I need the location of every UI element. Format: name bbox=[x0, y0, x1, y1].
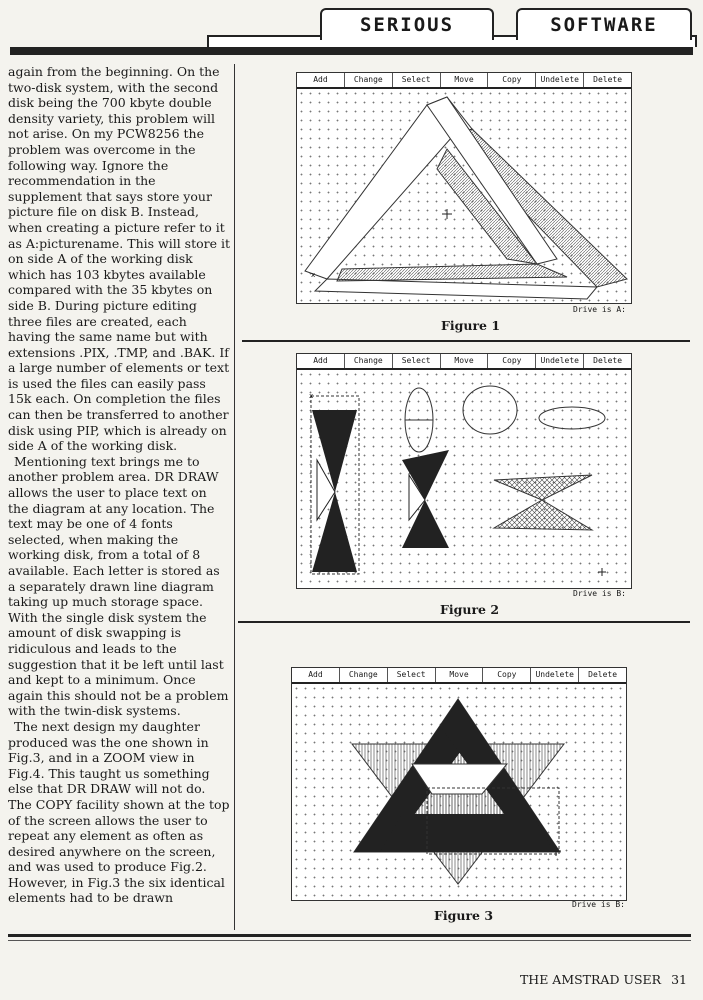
figure-1-caption: Figure 1 bbox=[441, 318, 501, 333]
menu-add: Add bbox=[297, 354, 345, 368]
paragraph-1: again from the beginning. On the two-disk system, with the second disk being the 700 kbyte double density variety, this problem will not arise. On my PCW8256 the problem was overcome in the following way. Ignore the recommendation in the supplement that says store your picture file on disk B. Instead, when creating a picture refer to it as A:picturename. This will store it on side A of the working disk which has 103 kbytes available compared with the 35 kbytes on side B. During picture editing three files are created, each having the same name but with extensions .PIX, .TMP, and .BAK. If a large number of elements or text is used the files can easily pass 15k each. On completion the files can then be transferred to another disk using PIP, which is already on side A of the working disk. bbox=[8, 64, 230, 454]
menu-move: Move bbox=[441, 354, 489, 368]
menu-select: Select bbox=[393, 354, 441, 368]
figure-1-rule bbox=[242, 340, 690, 342]
figure-2 bbox=[296, 353, 632, 599]
menu-select: Select bbox=[388, 668, 436, 682]
figure-3-drive-label: Drive is B: bbox=[572, 900, 625, 909]
menu-move: Move bbox=[436, 668, 484, 682]
menu-delete: Delete bbox=[593, 75, 623, 84]
menu-delete: Delete bbox=[593, 356, 623, 365]
menu-delete: Delete bbox=[588, 670, 618, 679]
page-footer bbox=[520, 972, 687, 987]
figure-2-drive-label: Drive is B: bbox=[573, 589, 626, 598]
menu-select: Select bbox=[393, 73, 441, 87]
figure-2-screen bbox=[296, 353, 632, 589]
paragraph-3: The next design my daughter produced was the one shown in Fig.3, and in a ZOOM view in Fig.4. This taught us something else that DR DRAW will not do. The COPY facility shown at the top of the screen allows the user to repeat any element as often as desired anywhere on the screen, and was used to produce Fig.2. However, in Fig.3 the six identical elements had to be drawn bbox=[8, 718, 230, 906]
figure-2-rule bbox=[238, 621, 690, 623]
article-text-column bbox=[8, 64, 230, 906]
menu-change: Change bbox=[345, 354, 393, 368]
figure-2-canvas bbox=[297, 370, 631, 588]
impossible-triangle-drawing bbox=[297, 89, 631, 303]
footer-rule bbox=[8, 934, 691, 937]
figure-1-drive-label: Drive is A: bbox=[573, 305, 626, 314]
svg-text:x: x bbox=[309, 392, 314, 400]
publication-name: THE AMSTRAD USER bbox=[519, 972, 662, 987]
figure-2-menubar bbox=[297, 354, 631, 370]
footer-rule-thin bbox=[8, 940, 691, 941]
menu-undelete: Undelete bbox=[531, 668, 579, 682]
menu-change: Change bbox=[340, 668, 388, 682]
figure-1-canvas bbox=[297, 89, 631, 303]
figure-1-screen bbox=[296, 72, 632, 304]
menu-copy: Copy bbox=[488, 354, 536, 368]
figure-3 bbox=[291, 667, 631, 911]
menu-undelete: Undelete bbox=[536, 354, 584, 368]
header-rule bbox=[10, 47, 693, 55]
header-tab-serious: SERIOUS bbox=[320, 8, 494, 40]
figure-2-caption: Figure 2 bbox=[440, 602, 500, 617]
figure-3-caption: Figure 3 bbox=[434, 908, 494, 923]
column-divider bbox=[234, 64, 235, 930]
shapes-drawing bbox=[297, 370, 631, 588]
menu-move: Move bbox=[441, 73, 489, 87]
menu-change: Change bbox=[345, 73, 393, 87]
figure-3-screen bbox=[291, 667, 627, 901]
header-tab-software: SOFTWARE bbox=[516, 8, 692, 40]
figure-1 bbox=[296, 72, 632, 316]
figure-3-menubar bbox=[292, 668, 626, 684]
page-number: 31 bbox=[671, 972, 687, 987]
svg-text:x: x bbox=[311, 271, 316, 279]
menu-copy: Copy bbox=[488, 73, 536, 87]
menu-undelete: Undelete bbox=[536, 73, 584, 87]
menu-add: Add bbox=[297, 73, 345, 87]
menu-add: Add bbox=[292, 668, 340, 682]
star-of-david-drawing bbox=[292, 684, 626, 900]
figure-1-menubar bbox=[297, 73, 631, 89]
figure-3-canvas bbox=[292, 684, 626, 900]
menu-copy: Copy bbox=[483, 668, 531, 682]
paragraph-2: Mentioning text brings me to another problem area. DR DRAW allows the user to place text on the diagram at any location. The text may be one of 4 fonts selected, when making the working disk, from a total of 8 available. Each letter is stored as a separately drawn line diagram taking up much storage space. With the single disk system the amount of disk swapping is ridiculous and leads to the suggestion that it be left until last and kept to a minimum. Once again this should not be a problem with the twin-disk systems. bbox=[8, 453, 229, 719]
